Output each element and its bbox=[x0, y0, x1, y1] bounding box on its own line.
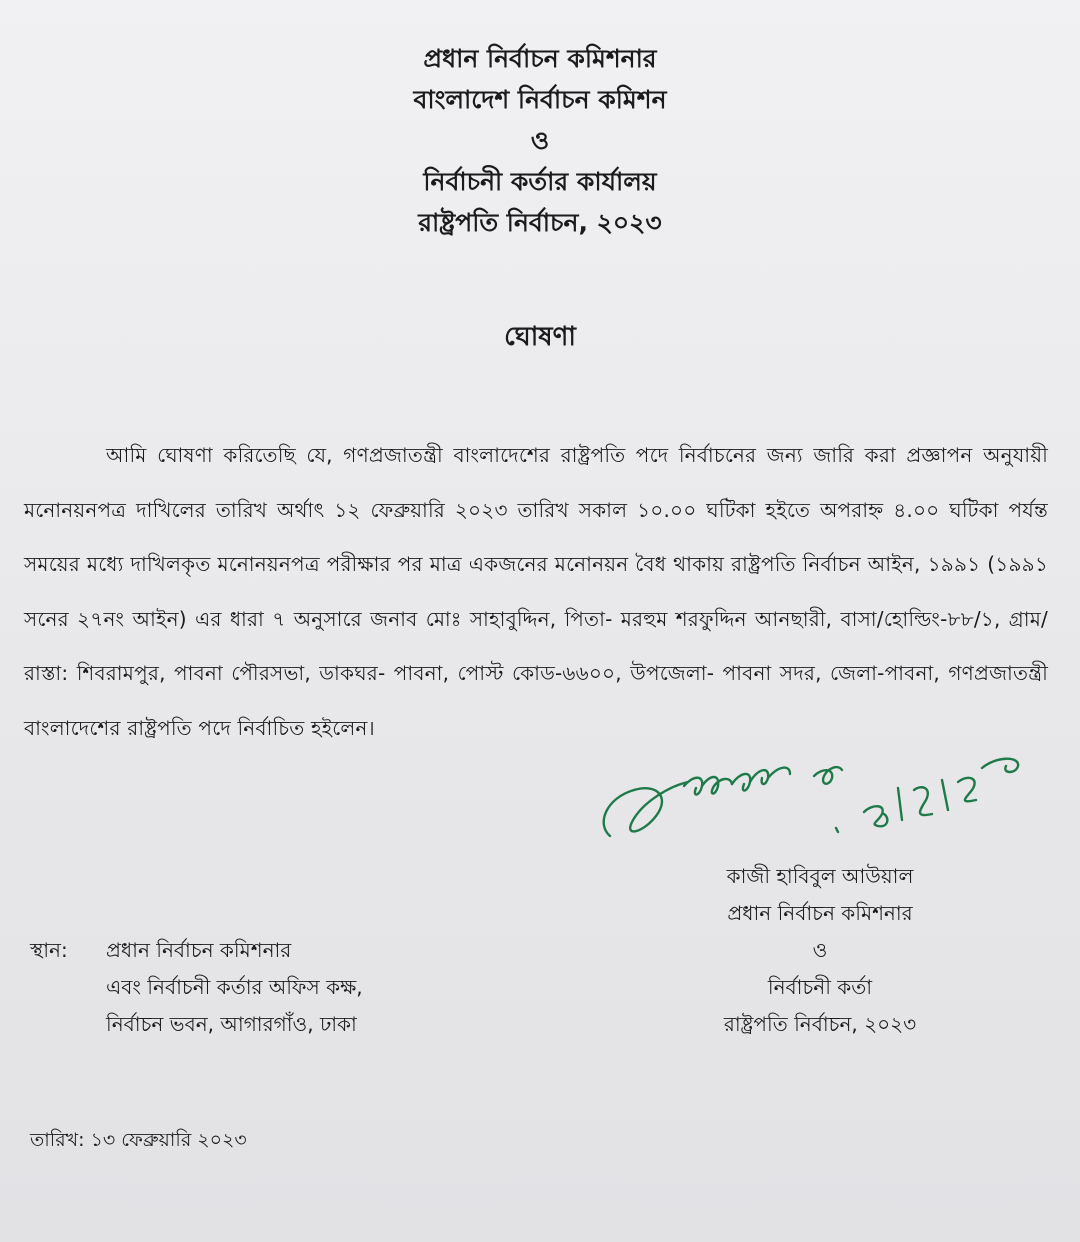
header-line-election-commission: বাংলাদেশ নির্বাচন কমিশন bbox=[413, 85, 667, 114]
letterhead bbox=[0, 38, 1080, 243]
header-line-chief-election-commissioner: প্রধান নির্বাচন কমিশনার bbox=[423, 44, 657, 73]
signatory-election: রাষ্ট্রপতি নির্বাচন, ২০২৩ bbox=[723, 1012, 917, 1036]
signatory-conjunction: ও bbox=[812, 938, 828, 962]
place-line: নির্বাচন ভবন, আগারগাঁও, ঢাকা bbox=[106, 1012, 357, 1036]
header-line-conjunction: ও bbox=[530, 126, 550, 155]
place-line: এবং নির্বাচনী কর্তার অফিস কক্ষ, bbox=[106, 975, 363, 999]
declaration-body: আমি ঘোষণা করিতেছি যে, গণপ্রজাতন্ত্রী বাংলাদেশের রাষ্ট্রপতি পদে নির্বাচনের জন্য জারি করা প্রজ্ঞাপন অনুযায়ী মনোনয়নপত্র দাখিলের তারিখ অর্থাৎ ১২ ফেব্রুয়ারি ২০২৩ তারিখ সকাল ১০.০০ ঘটিকা হইতে অপরাহ্ন ৪.০০ ঘটিকা পর্যন্ত সময়ের মধ্যে দাখিলকৃত মনোনয়নপত্র পরীক্ষার পর মাত্র একজনের মনোনয়ন বৈধ থাকায় রাষ্ট্রপতি নির্বাচন আইন, ১৯৯১ (১৯৯১ সনের ২৭নং আইন) এর ধারা ৭ অনুসারে জনাব মোঃ সাহাবুদ্দিন, পিতা- মরহুম শরফুদ্দিন আনছারী, বাসা/হোল্ডিং-৮৮/১, গ্রাম/রাস্তা: শিবরামপুর, পাবনা পৌরসভা, ডাকঘর- পাবনা, পোস্ট কোড-৬৬০০, উপজেলা- পাবনা সদর, জেলা-পাবনা, গণপ্রজাতন্ত্রী বাংলাদেশের রাষ্ট্রপতি পদে নির্বাচিত হইলেন। bbox=[24, 443, 1048, 740]
place-line: প্রধান নির্বাচন কমিশনার bbox=[106, 938, 292, 962]
handwritten-signature bbox=[592, 728, 1032, 858]
date-line bbox=[30, 1126, 247, 1158]
header-line-returning-officer-office: নির্বাচনী কর্তার কার্যালয় bbox=[423, 167, 657, 196]
place-label: স্থান: bbox=[30, 938, 68, 962]
header-line-presidential-election: রাষ্ট্রপতি নির্বাচন, ২০২৩ bbox=[418, 208, 662, 237]
signatory-block bbox=[640, 858, 1000, 1043]
date-value: ১৩ ফেব্রুয়ারি ২০২৩ bbox=[90, 1129, 247, 1151]
document-title: ঘোষণা bbox=[504, 322, 576, 352]
signatory-name: কাজী হাবিবুল আউয়াল bbox=[726, 864, 914, 888]
signatory-designation: প্রধান নির্বাচন কমিশনার bbox=[727, 901, 913, 925]
signatory-role: নির্বাচনী কর্তা bbox=[767, 975, 873, 999]
date-label: তারিখ: bbox=[30, 1129, 85, 1151]
place-address bbox=[106, 932, 363, 1043]
